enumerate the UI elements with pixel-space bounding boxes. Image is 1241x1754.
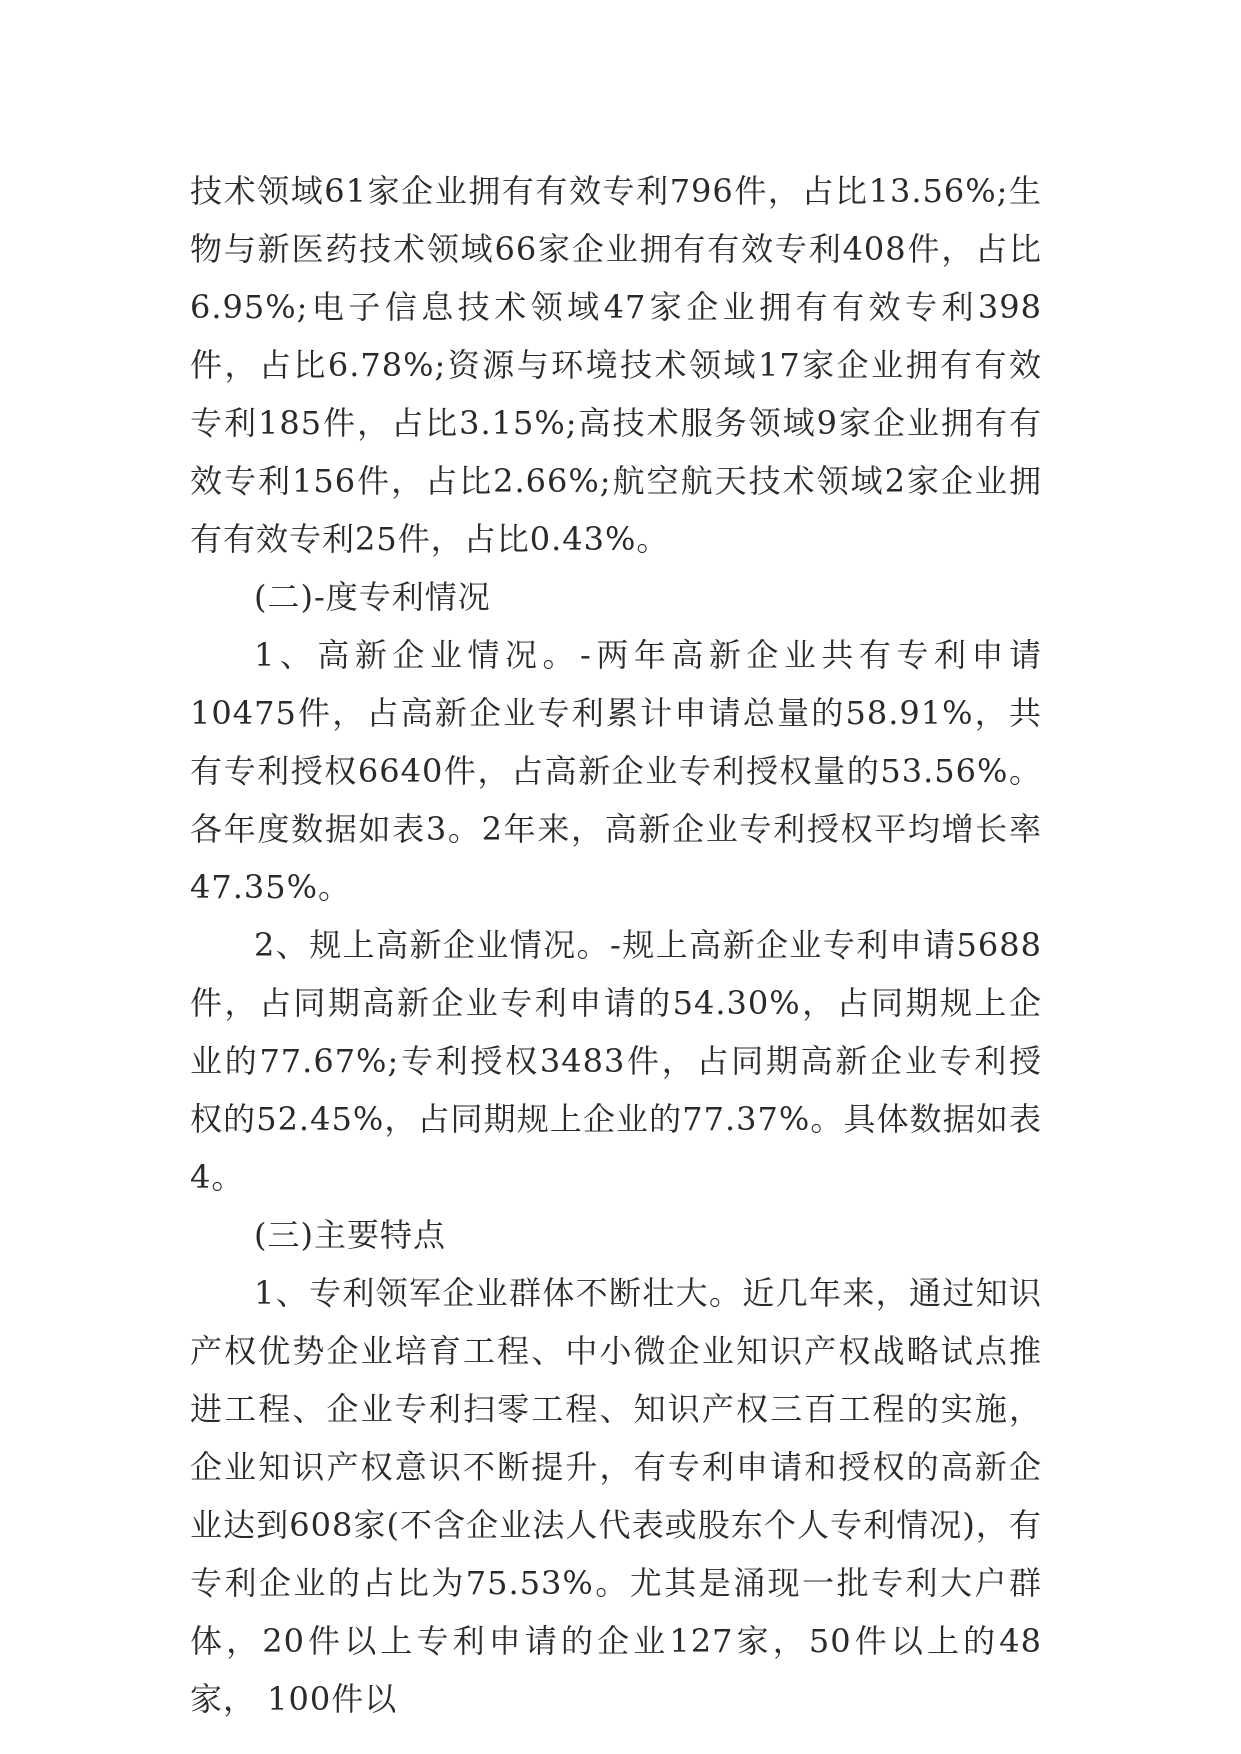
- paragraph-large-high-tech-enterprises: 2、规上高新企业情况。-规上高新企业专利申请5688件，占同期高新企业专利申请的54.30%，占同期规上企业的77.67%;专利授权3483件，占同期高新企业专利授权的52.45%，占同期规上企业的77.37%。具体数据如表4。: [190, 926, 1042, 1196]
- paragraph-high-tech-enterprises: 1、高新企业情况。-两年高新企业共有专利申请10475件，占高新企业专利累计申请总量的58.91%，共有专利授权6640件，占高新企业专利授权量的53.56%。各年度数据如表3。2年来，高新企业专利授权平均增长率47.35%。: [190, 636, 1042, 906]
- section-heading-3: (三)主要特点: [254, 1216, 446, 1254]
- document-page: [190, 162, 1042, 1728]
- paragraph-main-features: 1、专利领军企业群体不断壮大。近几年来，通过知识产权优势企业培育工程、中小微企业知识产权战略试点推进工程、企业专利扫零工程、知识产权三百工程的实施，企业知识产权意识不断提升，有专利申请和授权的高新企业达到608家(不含企业法人代表或股东个人专利情况)，有专利企业的占比为75.53%。尤其是涌现一批专利大户群体，20件以上专利申请的企业127家，50件以上的48家， 100件以: [190, 1274, 1042, 1718]
- paragraph-tech-fields: 技术领域61家企业拥有有效专利796件，占比13.56%;生物与新医药技术领域66家企业拥有有效专利408件，占比6.95%;电子信息技术领域47家企业拥有有效专利398件，占比6.78%;资源与环境技术领域17家企业拥有有效专利185件，占比3.15%;高技术服务领域9家企业拥有有效专利156件，占比2.66%;航空航天技术领域2家企业拥有有效专利25件，占比0.43%。: [190, 172, 1042, 558]
- section-heading-2: (二)-度专利情况: [254, 578, 491, 616]
